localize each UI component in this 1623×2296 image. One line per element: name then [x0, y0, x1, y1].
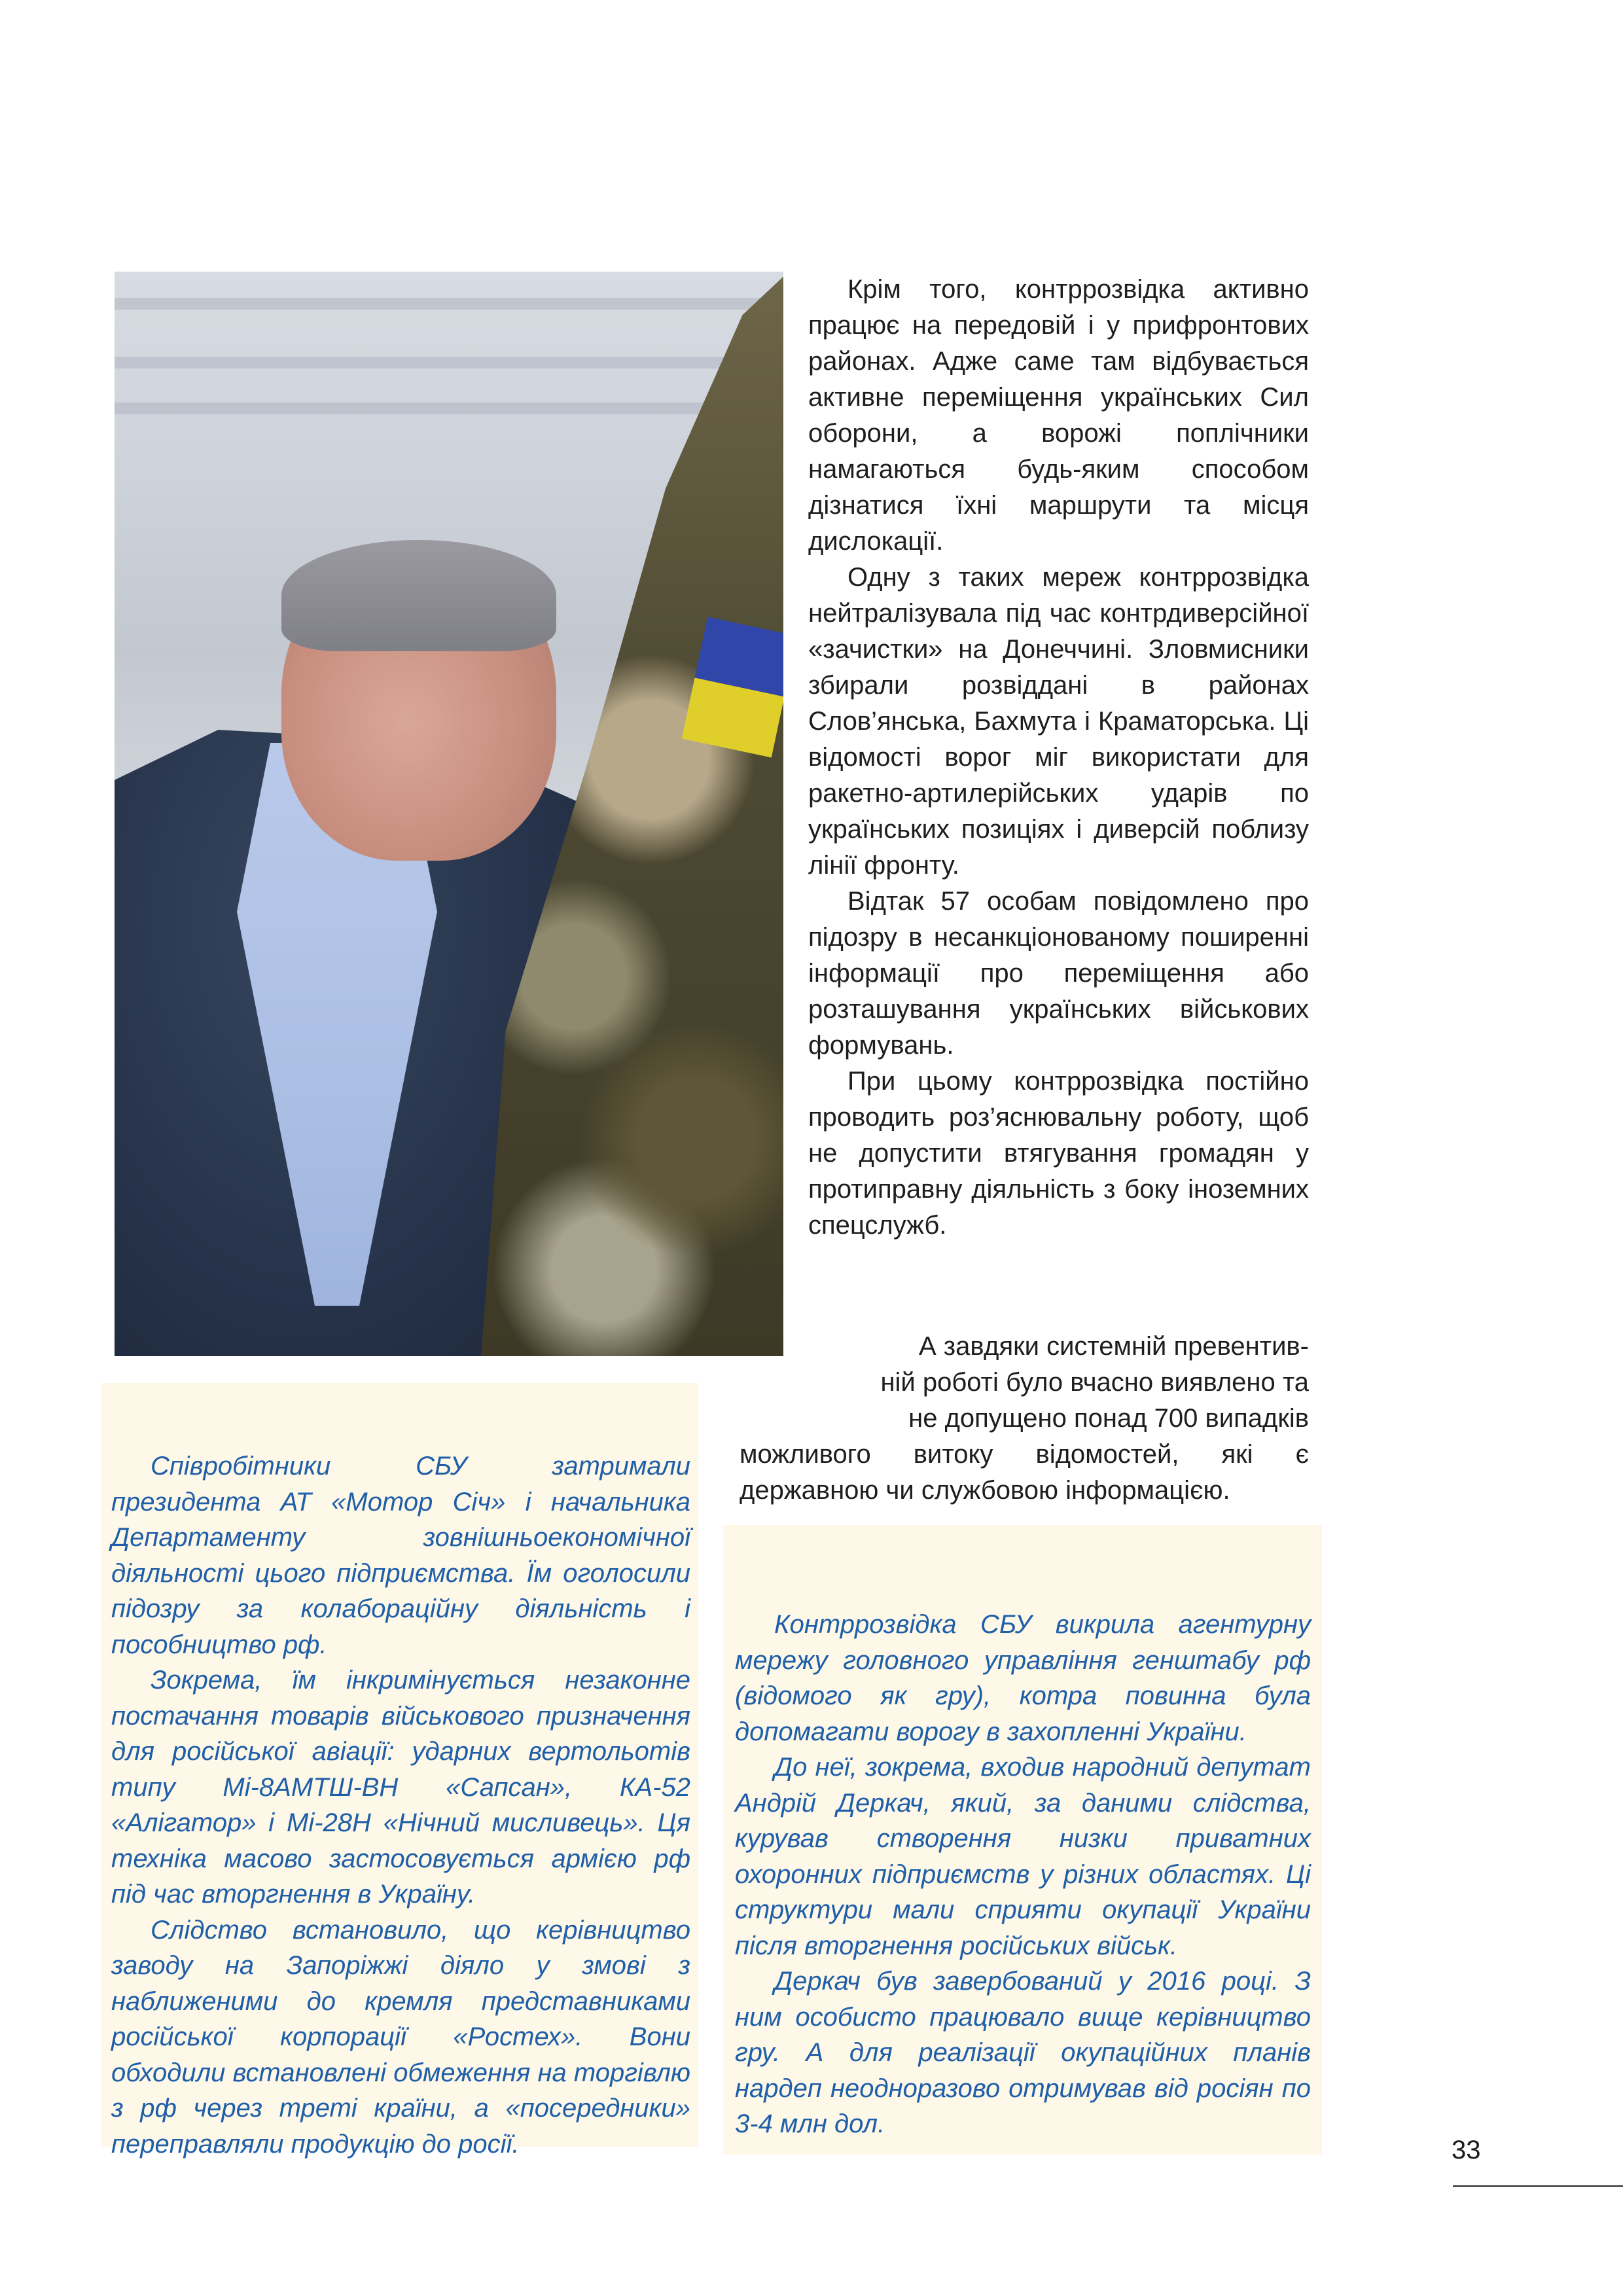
- footer-rule: [1453, 2185, 1623, 2187]
- article-line: можливого витоку відомостей, які є державною чи службовою інформацією.: [740, 1440, 1309, 1505]
- article-paragraph: Одну з таких мереж контррозвідка нейтралізувала під час контрдиверсійної «зачистки» на Донеччині. Зловмисники збирали розвіддані в районах Слов’янська, Бахмута і Краматорська. Ці відомості ворог міг використати для ракетно-артилерійських ударів по українських позиціях і диверсій поблизу лінії фронту.: [808, 563, 1309, 880]
- article-paragraph-final-top: [808, 1329, 1309, 1437]
- photo-ceiling-stripe: [115, 403, 783, 414]
- article-line: А завдяки системній превентив-: [918, 1332, 1309, 1361]
- sidebar-box-motor-sich: [101, 1383, 698, 2159]
- article-line: не допущено понад 700 випадків: [908, 1404, 1309, 1433]
- article-paragraph: При цьому контррозвідка постійно проводить роз’яснювальну роботу, щоб не допустити втягування громадян у протиправну діяльність з боку іноземних спецслужб.: [808, 1067, 1309, 1240]
- page-number: 33: [1452, 2136, 1481, 2164]
- box-paragraph: Зокрема, їм інкримінується незаконне постачання товарів військового призначення для російської авіації: ударних вертольотів типу Мі-8АМТШ-ВН «Сапсан», КА-52 «Алігатор» і Мі-28Н «Нічний мисливець». Ця техніка масово застосовується армією рф під час вторгнення в Україну.: [111, 1666, 690, 1909]
- photo-man-hair: [281, 540, 556, 651]
- article-paragraph: Відтак 57 особам повідомлено про підозру в несанкціонованому поширенні інформації про переміщення або розташування українських військових формувань.: [808, 887, 1309, 1060]
- box-paragraph: До неї, зокрема, входив народний депутат Андрій Деркач, який, за даними слідства, курував створення низки приватних охоронних підприємств у різних областях. Ці структури мали сприяти окупації України після вторгнення російських військ.: [735, 1753, 1311, 1960]
- article-line: ній роботі було вчасно виявлено та: [880, 1368, 1309, 1397]
- main-article-column: [808, 272, 1309, 1244]
- article-photo: [115, 272, 783, 1356]
- article-paragraph: Крім того, контррозвідка активно працює на передовій і у прифронтових районах. Адже саме там відбувається активне переміщення українських Сил оборони, а ворожі поплічники намагаються будь-яким способом дізнатися їхні маршрути та місця дислокації.: [808, 275, 1309, 556]
- photo-ceiling-stripe: [115, 298, 783, 310]
- photo-ceiling-stripe: [115, 357, 783, 368]
- box-paragraph: Співробітники СБУ затримали президента АТ «Мотор Січ» і начальника Департаменту зовнішньоекономічної діяльності цього підприємства. Їм оголосили підозру за колабораційну діяльність і пособництво рф.: [111, 1452, 690, 1659]
- box-paragraph: Слідство встановило, що керівництво заводу на Запоріжжі діяло у змові з наближеними до кремля представниками російської корпорації «Ростех». Вони обходили встановлені обмеження на торгівлю з рф через треті країни, а «посередники» переправляли продукцію до росії.: [111, 1915, 690, 2159]
- box-paragraph: Контррозвідка СБУ викрила агентурну мережу головного управління генштабу рф (відомого як гру), котра повинна була допомагати ворогу в захопленні України.: [735, 1610, 1311, 1746]
- article-paragraph-final-bottom: [740, 1437, 1309, 1509]
- sidebar-box-derkach: [723, 1525, 1322, 2155]
- box-paragraph: Деркач був завербований у 2016 році. З ним особисто працювало вище керівництво гру. А для реалізації окупаційних планів нардеп неодноразово отримував від росіян по 3-4 млн дол.: [735, 1967, 1311, 2138]
